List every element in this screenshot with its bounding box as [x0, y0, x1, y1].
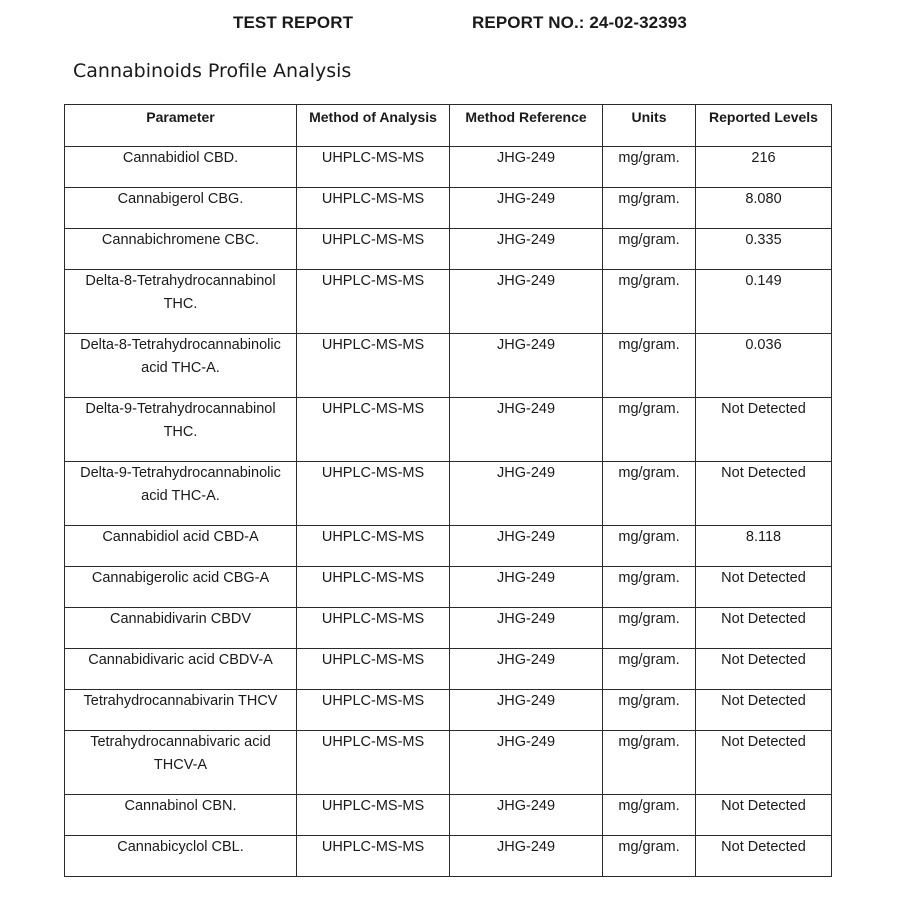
- level-cell: 0.036: [696, 334, 832, 398]
- method-cell: UHPLC-MS-MS: [297, 147, 450, 188]
- table-row: [65, 608, 832, 649]
- parameter-cell: Cannabichromene CBC.: [65, 229, 297, 270]
- units-cell: mg/gram.: [603, 270, 696, 334]
- table-row: [65, 526, 832, 567]
- level-cell: 216: [696, 147, 832, 188]
- table-row: [65, 731, 832, 795]
- column-header-method: Method of Analysis: [297, 105, 450, 147]
- level-cell: 0.149: [696, 270, 832, 334]
- units-cell: mg/gram.: [603, 795, 696, 836]
- level-cell: 8.118: [696, 526, 832, 567]
- report-title: TEST REPORT: [233, 13, 354, 32]
- parameter-cell: Cannabigerolic acid CBG-A: [65, 567, 297, 608]
- table-row: [65, 462, 832, 526]
- parameter-cell: Delta-8-Tetrahydrocannabinol THC.: [65, 270, 297, 334]
- table-row: [65, 147, 832, 188]
- reference-cell: JHG-249: [450, 462, 603, 526]
- reference-cell: JHG-249: [450, 608, 603, 649]
- reference-cell: JHG-249: [450, 690, 603, 731]
- level-cell: Not Detected: [696, 690, 832, 731]
- reference-cell: JHG-249: [450, 229, 603, 270]
- column-header-parameter: Parameter: [65, 105, 297, 147]
- method-cell: UHPLC-MS-MS: [297, 608, 450, 649]
- method-cell: UHPLC-MS-MS: [297, 526, 450, 567]
- level-cell: Not Detected: [696, 567, 832, 608]
- reference-cell: JHG-249: [450, 147, 603, 188]
- parameter-cell: Cannabidivaric acid CBDV-A: [65, 649, 297, 690]
- column-header-units: Units: [603, 105, 696, 147]
- parameter-cell: Cannabigerol CBG.: [65, 188, 297, 229]
- method-cell: UHPLC-MS-MS: [297, 229, 450, 270]
- level-cell: Not Detected: [696, 836, 832, 877]
- units-cell: mg/gram.: [603, 649, 696, 690]
- table-row: [65, 836, 832, 877]
- table-row: [65, 567, 832, 608]
- units-cell: mg/gram.: [603, 398, 696, 462]
- parameter-cell: Cannabidivarin CBDV: [65, 608, 297, 649]
- method-cell: UHPLC-MS-MS: [297, 690, 450, 731]
- reference-cell: JHG-249: [450, 649, 603, 690]
- method-cell: UHPLC-MS-MS: [297, 188, 450, 229]
- level-cell: Not Detected: [696, 398, 832, 462]
- table-row: [65, 270, 832, 334]
- column-header-reference: Method Reference: [450, 105, 603, 147]
- units-cell: mg/gram.: [603, 229, 696, 270]
- method-cell: UHPLC-MS-MS: [297, 270, 450, 334]
- units-cell: mg/gram.: [603, 188, 696, 229]
- units-cell: mg/gram.: [603, 608, 696, 649]
- level-cell: Not Detected: [696, 649, 832, 690]
- parameter-cell: Cannabinol CBN.: [65, 795, 297, 836]
- parameter-cell: Cannabicyclol CBL.: [65, 836, 297, 877]
- units-cell: mg/gram.: [603, 526, 696, 567]
- level-cell: Not Detected: [696, 462, 832, 526]
- report-number: REPORT NO.: 24-02-32393: [472, 13, 687, 32]
- parameter-cell: Tetrahydrocannabivaric acid THCV-A: [65, 731, 297, 795]
- parameter-cell: Delta-8-Tetrahydrocannabinolic acid THC-A.: [65, 334, 297, 398]
- level-cell: 8.080: [696, 188, 832, 229]
- reference-cell: JHG-249: [450, 334, 603, 398]
- reference-cell: JHG-249: [450, 270, 603, 334]
- parameter-cell: Delta-9-Tetrahydrocannabinolic acid THC-A.: [65, 462, 297, 526]
- reference-cell: JHG-249: [450, 836, 603, 877]
- method-cell: UHPLC-MS-MS: [297, 567, 450, 608]
- level-cell: Not Detected: [696, 795, 832, 836]
- level-cell: 0.335: [696, 229, 832, 270]
- units-cell: mg/gram.: [603, 334, 696, 398]
- units-cell: mg/gram.: [603, 690, 696, 731]
- method-cell: UHPLC-MS-MS: [297, 649, 450, 690]
- reference-cell: JHG-249: [450, 567, 603, 608]
- column-header-level: Reported Levels: [696, 105, 832, 147]
- reference-cell: JHG-249: [450, 731, 603, 795]
- parameter-cell: Delta-9-Tetrahydrocannabinol THC.: [65, 398, 297, 462]
- level-cell: Not Detected: [696, 608, 832, 649]
- units-cell: mg/gram.: [603, 462, 696, 526]
- table-row: [65, 690, 832, 731]
- table-row: [65, 398, 832, 462]
- method-cell: UHPLC-MS-MS: [297, 462, 450, 526]
- results-table: [64, 104, 832, 877]
- method-cell: UHPLC-MS-MS: [297, 836, 450, 877]
- level-cell: Not Detected: [696, 731, 832, 795]
- parameter-cell: Cannabidiol CBD.: [65, 147, 297, 188]
- reference-cell: JHG-249: [450, 795, 603, 836]
- method-cell: UHPLC-MS-MS: [297, 398, 450, 462]
- table-header-row: [65, 105, 832, 147]
- method-cell: UHPLC-MS-MS: [297, 731, 450, 795]
- parameter-cell: Cannabidiol acid CBD-A: [65, 526, 297, 567]
- section-title: Cannabinoids Profile Analysis: [73, 60, 352, 82]
- reference-cell: JHG-249: [450, 398, 603, 462]
- units-cell: mg/gram.: [603, 836, 696, 877]
- units-cell: mg/gram.: [603, 731, 696, 795]
- units-cell: mg/gram.: [603, 567, 696, 608]
- table-row: [65, 795, 832, 836]
- method-cell: UHPLC-MS-MS: [297, 334, 450, 398]
- table-row: [65, 188, 832, 229]
- table-row: [65, 229, 832, 270]
- reference-cell: JHG-249: [450, 188, 603, 229]
- parameter-cell: Tetrahydrocannabivarin THCV: [65, 690, 297, 731]
- units-cell: mg/gram.: [603, 147, 696, 188]
- reference-cell: JHG-249: [450, 526, 603, 567]
- table-row: [65, 649, 832, 690]
- table-row: [65, 334, 832, 398]
- method-cell: UHPLC-MS-MS: [297, 795, 450, 836]
